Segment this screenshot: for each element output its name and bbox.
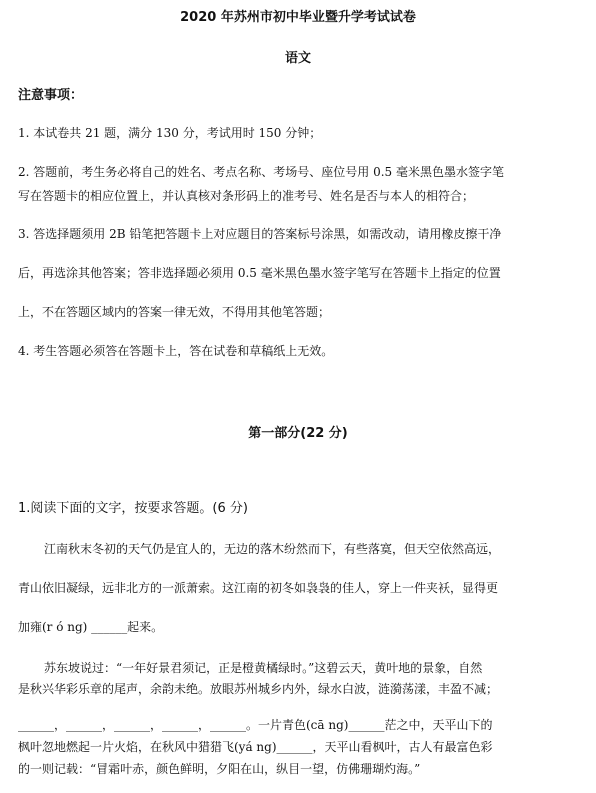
passage-line: 苏东坡说过：“一年好景君须记，正是橙黄橘绿时。”这碧云天，黄叶地的景象，自然	[44, 661, 483, 675]
notice-line: 写在答题卡的相应位置上，并认真核对条形码上的准考号、姓名是否与本人的相符合；	[18, 189, 475, 203]
notice-line: 4. 考生答题必须答在答题卡上，答在试卷和草稿纸上无效。	[18, 344, 334, 358]
passage-line: 青山依旧凝绿，远非北方的一派萧索。这江南的初冬如袅袅的佳人，穿上一件夹袄，显得更	[18, 581, 499, 595]
passage-line: 是秋兴华彩乐章的尾声，余韵未绝。放眼苏州城乡内外，绿水白波，涟漪荡漾，丰盈不减；	[18, 682, 499, 696]
passage-line: 加雍(r ó ng) ______起来。	[18, 620, 164, 634]
notice-line: 3. 答选择题须用 2B 铅笔把答题卡上对应题目的答案标号涂黑，如需改动，请用橡皮擦干净	[18, 227, 502, 241]
passage-line: 枫叶忽地燃起一片火焰，在秋风中猎猎飞(yá ng)______，天平山看枫叶，古人有最富色彩	[18, 740, 493, 754]
notice-line: 1. 本试卷共 21 题，满分 130 分，考试用时 150 分钟；	[18, 126, 322, 140]
question-title: 1.阅读下面的文字，按要求答题。(6 分)	[18, 501, 248, 516]
notice-heading: 注意事项：	[18, 88, 84, 103]
passage-line: ______，______，______，______，______。一片青色(cā ng)______茫之中，天平山下的	[18, 718, 493, 732]
passage-line: 江南秋末冬初的天气仍是宜人的，无边的落木纷然而下，有些落寞，但天空依然高远，	[44, 542, 501, 556]
notice-line: 后，再选涂其他答案；答非选择题必须用 0.5 毫米黑色墨水签字笔写在答题卡上指定的位置	[18, 266, 501, 280]
notice-line: 2. 答题前，考生务必将自己的姓名、考点名称、考场号、座位号用 0.5 毫米黑色墨水签字笔	[18, 165, 504, 179]
passage-line: 的一则记载：“冒霜叶赤，颜色鲜明，夕阳在山，纵目一望，仿佛珊瑚灼海。”	[18, 762, 421, 776]
subject-title: 语文	[284, 51, 311, 66]
notice-line: 上，不在答题区域内的答案一律无效，不得用其他笔答题；	[18, 305, 331, 319]
part-one-title: 第一部分(22 分)	[248, 426, 348, 441]
exam-title: 2020 年苏州市初中毕业暨升学考试试卷	[180, 10, 416, 25]
